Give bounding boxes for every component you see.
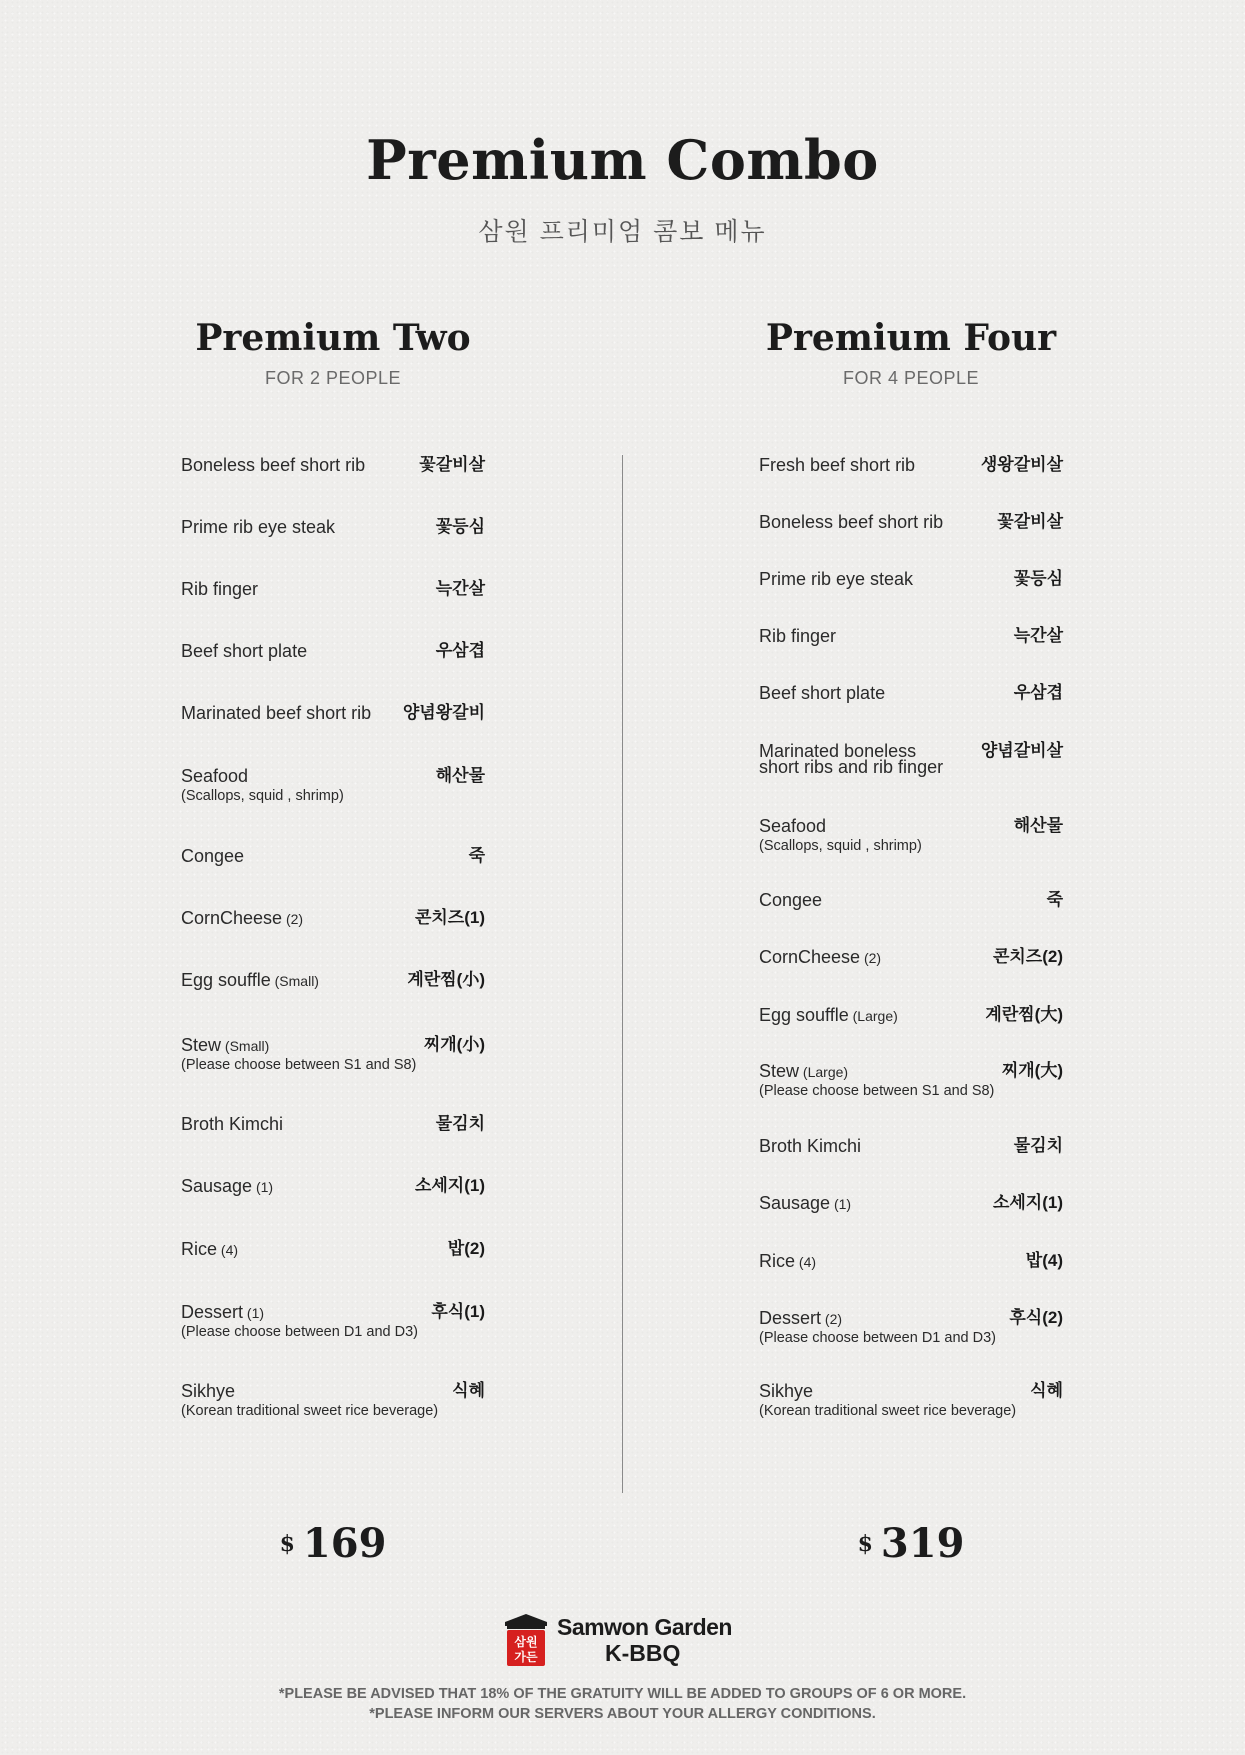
menu-item bbox=[181, 454, 485, 502]
menu-item-korean-name: 죽 bbox=[468, 846, 485, 865]
menu-item bbox=[759, 568, 1063, 616]
menu-item-note: (Korean traditional sweet rice beverage) bbox=[759, 1403, 1017, 1419]
menu-item-name-text: Dessert bbox=[759, 1308, 822, 1328]
menu-item-name bbox=[181, 702, 371, 724]
menu-item-quantity: (Large) bbox=[848, 1008, 898, 1024]
premium-two-name: Premium Two bbox=[195, 317, 471, 359]
menu-item-name bbox=[181, 765, 248, 787]
menu-item-name-text: Stew bbox=[181, 1035, 222, 1055]
menu-item-korean-name: 소세지(1) bbox=[992, 1193, 1063, 1212]
menu-item-name-text: Boneless beef short rib bbox=[181, 455, 366, 475]
menu-item-note: (Please choose between S1 and S8) bbox=[759, 1083, 995, 1099]
menu-item-korean-name: 콘치즈(1) bbox=[414, 908, 485, 927]
menu-item-korean-name: 밥(2) bbox=[447, 1239, 485, 1258]
menu-item-name bbox=[181, 1175, 273, 1198]
menu-item-name bbox=[181, 640, 307, 662]
menu-item-korean-name: 계란찜(大) bbox=[985, 1005, 1063, 1024]
menu-item-quantity: (2) bbox=[282, 911, 304, 927]
menu-item bbox=[759, 946, 1063, 994]
menu-item-korean-name: 물김치 bbox=[1013, 1136, 1063, 1155]
menu-item-note: (Scallops, squid , shrimp) bbox=[181, 788, 344, 804]
menu-item-name-text: Rib finger bbox=[759, 626, 837, 646]
menu-item bbox=[759, 682, 1063, 730]
menu-item-name bbox=[759, 946, 881, 969]
premium-four-price bbox=[811, 1520, 1011, 1567]
premium-four-header bbox=[711, 314, 1111, 389]
menu-item-name-text: Sausage bbox=[759, 1193, 831, 1213]
price-value: 169 bbox=[302, 1520, 387, 1567]
menu-item-name-text: Broth Kimchi bbox=[181, 1114, 284, 1134]
menu-item-korean-name: 꽃갈비살 bbox=[997, 512, 1063, 531]
menu-item-name bbox=[759, 1135, 861, 1157]
premium-two-header bbox=[133, 314, 533, 389]
menu-item-name-text: Sausage bbox=[181, 1176, 253, 1196]
menu-item-note: (Please choose between D1 and D3) bbox=[181, 1324, 418, 1340]
menu-item bbox=[759, 511, 1063, 559]
menu-item-quantity: (Small) bbox=[221, 1038, 270, 1054]
menu-item-name bbox=[181, 1238, 238, 1261]
menu-item-name-text: Seafood bbox=[181, 766, 249, 786]
menu-item-korean-name: 꽃갈비살 bbox=[419, 455, 485, 474]
menu-item-name bbox=[181, 454, 365, 476]
column-divider bbox=[622, 455, 623, 1493]
menu-item-name bbox=[759, 1307, 842, 1330]
menu-item-name-text: CornCheese bbox=[181, 908, 283, 928]
menu-item-name-text: Stew bbox=[759, 1061, 800, 1081]
menu-item bbox=[181, 1238, 485, 1286]
menu-item-name bbox=[181, 1034, 269, 1057]
menu-item-name-text: Boneless beef short rib bbox=[759, 512, 944, 532]
page-subtitle-korean: 삼원 프리미엄 콤보 메뉴 bbox=[478, 218, 767, 246]
menu-item bbox=[181, 1034, 485, 1082]
menu-item-name bbox=[181, 1113, 283, 1135]
menu-item-name bbox=[759, 1250, 816, 1273]
menu-item-name bbox=[181, 907, 303, 930]
menu-item bbox=[181, 640, 485, 688]
menu-item-name-text: Sikhye bbox=[759, 1381, 814, 1401]
menu-item bbox=[759, 1250, 1063, 1298]
menu-item bbox=[759, 1380, 1063, 1428]
menu-item bbox=[181, 1301, 485, 1349]
menu-item-name-text: Congee bbox=[181, 846, 245, 866]
logo-subtitle: K-BBQ bbox=[605, 1640, 681, 1666]
menu-item-korean-name: 양념갈비살 bbox=[980, 741, 1063, 760]
menu-item-name bbox=[759, 1380, 813, 1402]
restaurant-logo-icon bbox=[503, 1612, 549, 1668]
menu-item-quantity: (1) bbox=[830, 1196, 852, 1212]
menu-item-name bbox=[181, 1380, 235, 1402]
menu-item-name-text: Rice bbox=[181, 1239, 218, 1259]
logo-name: Samwon Garden bbox=[557, 1614, 732, 1640]
menu-item-name bbox=[181, 845, 244, 867]
menu-item-name-text: Congee bbox=[759, 890, 823, 910]
menu-item-korean-name: 늑간살 bbox=[1013, 626, 1063, 645]
menu-item-name bbox=[181, 578, 258, 600]
menu-item bbox=[759, 1135, 1063, 1183]
menu-item-name bbox=[759, 682, 885, 704]
menu-item-note: short ribs and rib finger bbox=[759, 757, 944, 777]
currency-symbol: $ bbox=[857, 1531, 873, 1557]
menu-item-name bbox=[759, 625, 836, 647]
menu-item-quantity: (2) bbox=[821, 1311, 843, 1327]
menu-item-korean-name: 우삼겹 bbox=[435, 641, 485, 660]
menu-item bbox=[181, 702, 485, 750]
allergy-notice: *PLEASE INFORM OUR SERVERS ABOUT YOUR ALLERGY CONDITIONS. bbox=[369, 1706, 876, 1722]
menu-item-name-text: Sikhye bbox=[181, 1381, 236, 1401]
gratuity-notice: *PLEASE BE ADVISED THAT 18% OF THE GRATUITY WILL BE ADDED TO GROUPS OF 6 OR MORE. bbox=[278, 1686, 967, 1702]
menu-item-note: (Scallops, squid , shrimp) bbox=[759, 838, 922, 854]
menu-item-name-text: Marinated boneless bbox=[759, 741, 917, 761]
menu-item-name-text: Rice bbox=[759, 1251, 796, 1271]
menu-item-quantity: (Small) bbox=[270, 973, 319, 989]
menu-item bbox=[181, 1175, 485, 1223]
menu-item bbox=[181, 516, 485, 564]
menu-item bbox=[181, 1113, 485, 1161]
menu-item bbox=[759, 1060, 1063, 1108]
menu-item bbox=[759, 815, 1063, 863]
menu-item-name-text: Prime rib eye steak bbox=[759, 569, 914, 589]
menu-item-korean-name: 밥(4) bbox=[1025, 1251, 1063, 1270]
menu-item bbox=[759, 1004, 1063, 1052]
menu-item bbox=[759, 1192, 1063, 1240]
menu-item-name-text: Egg souffle bbox=[181, 970, 271, 990]
menu-item-name-text: Broth Kimchi bbox=[759, 1136, 862, 1156]
svg-text:가든: 가든 bbox=[514, 1650, 538, 1664]
menu-item-name bbox=[759, 454, 915, 476]
menu-item-korean-name: 후식(2) bbox=[1009, 1308, 1063, 1327]
menu-item-quantity: (2) bbox=[860, 950, 882, 966]
premium-two-people: FOR 2 PEOPLE bbox=[264, 368, 402, 388]
menu-item bbox=[759, 889, 1063, 937]
menu-item-quantity: (4) bbox=[795, 1254, 817, 1270]
menu-item-korean-name: 찌개(小) bbox=[423, 1035, 485, 1054]
menu-item-korean-name: 식혜 bbox=[1030, 1381, 1063, 1400]
menu-item-korean-name: 해산물 bbox=[1013, 816, 1063, 835]
menu-item-korean-name: 꽃등심 bbox=[1013, 569, 1063, 588]
menu-item-korean-name: 우삼겹 bbox=[1013, 683, 1063, 702]
menu-item bbox=[181, 578, 485, 626]
menu-item-korean-name: 생왕갈비살 bbox=[980, 455, 1063, 474]
menu-item-name-text: Fresh beef short rib bbox=[759, 455, 916, 475]
menu-item-quantity: (4) bbox=[217, 1242, 239, 1258]
menu-item bbox=[181, 765, 485, 813]
menu-item bbox=[759, 454, 1063, 502]
menu-item-quantity: (1) bbox=[252, 1179, 274, 1195]
premium-four-people: FOR 4 PEOPLE bbox=[842, 368, 980, 388]
menu-item-quantity: (1) bbox=[243, 1305, 265, 1321]
menu-item bbox=[759, 625, 1063, 673]
menu-item-korean-name: 늑간살 bbox=[435, 579, 485, 598]
menu-item bbox=[759, 740, 1063, 788]
menu-item-name bbox=[759, 568, 913, 590]
menu-item-korean-name: 계란찜(小) bbox=[407, 970, 485, 989]
menu-item-name bbox=[759, 1192, 851, 1215]
menu-item-korean-name: 해산물 bbox=[435, 766, 485, 785]
menu-item-note: (Please choose between S1 and S8) bbox=[181, 1057, 417, 1073]
price-value: 319 bbox=[880, 1520, 965, 1567]
menu-item-name bbox=[759, 889, 822, 911]
menu-item-name-text: Egg souffle bbox=[759, 1005, 849, 1025]
menu-item-name bbox=[759, 1060, 848, 1083]
menu-item-korean-name: 소세지(1) bbox=[414, 1176, 485, 1195]
menu-item-note: (Please choose between D1 and D3) bbox=[759, 1330, 996, 1346]
menu-item-name-text: Rib finger bbox=[181, 579, 259, 599]
menu-item-name bbox=[181, 969, 319, 992]
menu-item-name-text: Prime rib eye steak bbox=[181, 517, 336, 537]
menu-item-korean-name: 물김치 bbox=[435, 1114, 485, 1133]
menu-item-korean-name: 식혜 bbox=[452, 1381, 485, 1400]
menu-item-korean-name: 콘치즈(2) bbox=[992, 947, 1063, 966]
menu-item-quantity: (Large) bbox=[799, 1064, 849, 1080]
currency-symbol: $ bbox=[279, 1531, 295, 1557]
menu-item-name-text: Dessert bbox=[181, 1302, 244, 1322]
premium-four-name: Premium Four bbox=[765, 317, 1057, 359]
page-title: Premium Combo bbox=[366, 128, 879, 192]
menu-item bbox=[181, 845, 485, 893]
menu-item-korean-name: 양념왕갈비 bbox=[402, 703, 485, 722]
menu-item-name-text: Seafood bbox=[759, 816, 827, 836]
svg-text:삼원: 삼원 bbox=[514, 1635, 538, 1649]
menu-item-name-text: Marinated beef short rib bbox=[181, 703, 372, 723]
premium-two-price bbox=[233, 1520, 433, 1567]
menu-item bbox=[181, 1380, 485, 1428]
menu-item-korean-name: 꽃등심 bbox=[435, 517, 485, 536]
menu-item-name-text: Beef short plate bbox=[759, 683, 886, 703]
menu-item-name bbox=[759, 815, 826, 837]
menu-item-name bbox=[759, 1004, 898, 1027]
menu-item-name bbox=[181, 516, 335, 538]
menu-item-name-text: Beef short plate bbox=[181, 641, 308, 661]
menu-item-korean-name: 찌개(大) bbox=[1001, 1061, 1063, 1080]
samwon-garden-logo bbox=[503, 1612, 743, 1672]
menu-item bbox=[181, 907, 485, 955]
menu-item-name-text: CornCheese bbox=[759, 947, 861, 967]
menu-item-korean-name: 죽 bbox=[1046, 890, 1063, 909]
menu-item bbox=[181, 969, 485, 1017]
menu-item-name bbox=[759, 511, 943, 533]
menu-item bbox=[759, 1307, 1063, 1355]
menu-item-korean-name: 후식(1) bbox=[431, 1302, 485, 1321]
menu-item-name bbox=[181, 1301, 264, 1324]
menu-item-note: (Korean traditional sweet rice beverage) bbox=[181, 1403, 439, 1419]
